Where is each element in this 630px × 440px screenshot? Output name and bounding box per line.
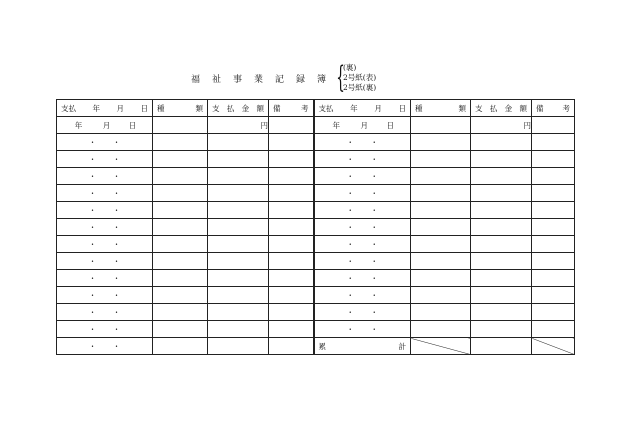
title-char: 記 — [274, 74, 284, 85]
header-payment-date-text: 支払 — [61, 103, 76, 113]
date-unit-cell — [57, 117, 153, 134]
date-separator-dot: ・ — [370, 307, 378, 317]
amount-cell[interactable] — [471, 270, 532, 287]
amount-cell[interactable] — [471, 287, 532, 304]
table-row — [57, 185, 575, 202]
type-cell-void — [411, 338, 471, 355]
remarks-cell[interactable] — [269, 134, 314, 151]
date-entry-cell[interactable] — [57, 219, 153, 236]
date-entry-cell[interactable] — [57, 151, 153, 168]
type-cell[interactable] — [411, 168, 471, 185]
header-payment-amount-text: 額 — [256, 103, 264, 113]
remarks-cell[interactable] — [269, 219, 314, 236]
table-row — [57, 134, 575, 151]
header-payment-amount-text: 金 — [504, 103, 513, 113]
amount-cell[interactable] — [208, 202, 269, 219]
table-row — [57, 304, 575, 321]
remarks-cell[interactable] — [532, 219, 575, 236]
header-payment-date-text: 月 — [116, 103, 124, 113]
remarks-cell[interactable] — [532, 321, 575, 338]
date-separator-dot: ・ — [346, 307, 354, 317]
date-separator-dot: ・ — [370, 205, 378, 215]
date-separator-dot: ・ — [112, 137, 121, 147]
amount-cell[interactable] — [208, 185, 269, 202]
date-separator-dot: ・ — [88, 205, 97, 215]
sheet-variant-list — [343, 63, 376, 93]
type-cell[interactable] — [153, 338, 208, 355]
title-char: 業 — [253, 74, 263, 85]
header-payment-amount-text: 額 — [519, 103, 527, 113]
table-row — [57, 236, 575, 253]
type-cell[interactable] — [153, 134, 208, 151]
amount-cell[interactable] — [471, 304, 532, 321]
date-separator-dot: ・ — [370, 324, 378, 334]
remarks-cell[interactable] — [269, 117, 314, 134]
type-cell[interactable] — [411, 304, 471, 321]
date-separator-dot: ・ — [112, 324, 121, 334]
remarks-cell[interactable] — [269, 253, 314, 270]
remarks-cell[interactable] — [532, 134, 575, 151]
header-type-text: 類 — [458, 103, 466, 113]
type-cell[interactable] — [153, 270, 208, 287]
date-entry-cell[interactable] — [314, 202, 411, 219]
date-separator-dot: ・ — [370, 188, 378, 198]
header-payment-date-text: 日 — [398, 103, 406, 113]
type-cell[interactable] — [411, 287, 471, 304]
remarks-cell[interactable] — [532, 304, 575, 321]
table-row — [57, 168, 575, 185]
date-separator-dot: ・ — [88, 324, 97, 334]
remarks-cell[interactable] — [532, 185, 575, 202]
type-cell[interactable] — [153, 202, 208, 219]
type-cell[interactable] — [153, 287, 208, 304]
remarks-cell[interactable] — [269, 270, 314, 287]
type-cell[interactable] — [153, 185, 208, 202]
header-payment-amount-text: 支 — [475, 103, 483, 113]
date-entry-cell[interactable] — [314, 151, 411, 168]
header-payment-date-text: 年 — [350, 103, 358, 113]
type-cell[interactable] — [153, 168, 208, 185]
date-separator-dot: ・ — [112, 290, 121, 300]
date-separator-dot: ・ — [112, 307, 121, 317]
date-entry-cell[interactable] — [314, 270, 411, 287]
date-entry-cell[interactable] — [314, 134, 411, 151]
date-separator-dot: ・ — [88, 188, 97, 198]
header-remarks-text: 考 — [562, 103, 570, 113]
header-payment-amount-text: 払 — [226, 103, 235, 113]
date-entry-cell[interactable] — [57, 236, 153, 253]
table-row — [57, 202, 575, 219]
date-entry-cell[interactable] — [57, 168, 153, 185]
amount-cell[interactable] — [208, 338, 269, 355]
header-payment-amount — [208, 100, 269, 117]
type-cell[interactable] — [411, 270, 471, 287]
date-separator-dot: ・ — [88, 290, 97, 300]
amount-cell[interactable] — [208, 321, 269, 338]
date-unit-cell — [314, 117, 411, 134]
amount-cell[interactable] — [471, 219, 532, 236]
amount-cell[interactable] — [208, 270, 269, 287]
date-separator-dot: ・ — [88, 256, 97, 266]
title-char: 祉 — [211, 74, 221, 85]
date-separator-dot: ・ — [112, 171, 121, 181]
remarks-cell[interactable] — [269, 185, 314, 202]
remarks-cell[interactable] — [269, 338, 314, 355]
amount-cell[interactable] — [208, 253, 269, 270]
date-separator-dot: ・ — [112, 256, 121, 266]
type-cell[interactable] — [153, 151, 208, 168]
type-cell[interactable] — [153, 117, 208, 134]
amount-cell[interactable] — [471, 321, 532, 338]
date-entry-cell[interactable] — [57, 304, 153, 321]
type-cell[interactable] — [411, 134, 471, 151]
header-payment-date-text: 日 — [140, 103, 148, 113]
date-separator-dot: ・ — [370, 273, 378, 283]
table-row — [57, 321, 575, 338]
table-row — [57, 151, 575, 168]
title-char: 簿 — [316, 74, 326, 85]
remarks-cell[interactable] — [532, 117, 575, 134]
type-cell[interactable] — [153, 253, 208, 270]
amount-cell[interactable] — [208, 134, 269, 151]
amount-cell[interactable] — [471, 202, 532, 219]
sheet-variant-label: 2号紙(裏) — [343, 83, 377, 92]
header-payment-amount-text: 支 — [212, 103, 220, 113]
table-row — [57, 338, 575, 355]
date-separator-dot: ・ — [346, 256, 354, 266]
header-payment-date — [314, 100, 411, 117]
date-separator-dot: ・ — [370, 290, 378, 300]
amount-cell[interactable] — [208, 287, 269, 304]
type-cell[interactable] — [153, 304, 208, 321]
type-cell[interactable] — [411, 253, 471, 270]
date-separator-dot: ・ — [346, 239, 354, 249]
type-cell[interactable] — [411, 117, 471, 134]
date-entry-cell[interactable] — [57, 321, 153, 338]
remarks-cell-void — [532, 338, 575, 355]
date-separator-dot: ・ — [346, 273, 354, 283]
cumulative-total-label-text: 累 — [318, 341, 326, 351]
date-separator-dot: ・ — [346, 290, 354, 300]
date-separator-dot: ・ — [88, 273, 97, 283]
date-separator-dot: ・ — [370, 137, 378, 147]
date-separator-dot: ・ — [88, 341, 97, 351]
header-row — [57, 100, 575, 117]
date-separator-dot: ・ — [88, 307, 97, 317]
remarks-cell[interactable] — [532, 270, 575, 287]
remarks-cell[interactable] — [269, 236, 314, 253]
header-payment-amount — [471, 100, 532, 117]
date-unit-label: 日 — [128, 120, 137, 130]
date-separator-dot: ・ — [112, 273, 121, 283]
date-separator-dot: ・ — [346, 324, 354, 334]
date-separator-dot: ・ — [88, 239, 97, 249]
yen-unit-label: 円 — [523, 120, 531, 130]
header-type-text: 類 — [195, 103, 203, 113]
date-entry-cell[interactable] — [314, 236, 411, 253]
type-cell[interactable] — [411, 202, 471, 219]
date-separator-dot: ・ — [370, 171, 378, 181]
header-payment-date-text: 年 — [92, 103, 100, 113]
header-remarks — [269, 100, 314, 117]
date-separator-dot: ・ — [88, 137, 97, 147]
title-char: 事 — [232, 74, 242, 85]
date-entry-cell[interactable] — [57, 338, 153, 355]
yen-unit-cell — [208, 117, 269, 134]
amount-cell[interactable] — [471, 151, 532, 168]
brace-glyph: { — [336, 60, 345, 95]
type-cell[interactable] — [411, 151, 471, 168]
amount-cell[interactable] — [208, 219, 269, 236]
date-unit-label: 年 — [74, 120, 83, 130]
date-separator-dot: ・ — [112, 205, 121, 215]
amount-cell[interactable] — [471, 134, 532, 151]
date-entry-cell[interactable] — [314, 287, 411, 304]
sheet-variant-label: (裏) — [343, 63, 357, 72]
type-cell[interactable] — [411, 236, 471, 253]
date-separator-dot: ・ — [112, 239, 121, 249]
amount-cell[interactable] — [208, 168, 269, 185]
remarks-cell[interactable] — [269, 202, 314, 219]
title-char: 福 — [190, 74, 200, 85]
header-type — [153, 100, 208, 117]
date-separator-dot: ・ — [346, 222, 354, 232]
header-payment-amount-text: 払 — [489, 103, 498, 113]
date-entry-cell[interactable] — [314, 304, 411, 321]
header-payment-amount-text: 金 — [241, 103, 250, 113]
yen-unit-label: 円 — [260, 120, 268, 130]
date-separator-dot: ・ — [370, 154, 378, 164]
header-payment-date-text: 支払 — [318, 103, 334, 113]
remarks-cell[interactable] — [532, 168, 575, 185]
date-separator-dot: ・ — [346, 171, 354, 181]
type-cell[interactable] — [411, 185, 471, 202]
date-separator-dot: ・ — [346, 205, 354, 215]
document-title — [185, 62, 376, 94]
amount-cell[interactable] — [471, 236, 532, 253]
header-type-text: 種 — [415, 103, 423, 113]
date-separator-dot: ・ — [370, 239, 378, 249]
date-entry-cell[interactable] — [57, 185, 153, 202]
type-cell[interactable] — [153, 236, 208, 253]
cumulative-amount-cell[interactable] — [471, 338, 532, 355]
date-entry-cell[interactable] — [57, 134, 153, 151]
header-remarks-text: 備 — [273, 103, 281, 113]
date-entry-cell[interactable] — [314, 219, 411, 236]
date-separator-dot: ・ — [88, 171, 97, 181]
date-unit-label: 年 — [332, 120, 340, 130]
unit-row — [57, 117, 575, 134]
date-separator-dot: ・ — [346, 137, 354, 147]
cumulative-total-label-text: 計 — [398, 341, 406, 351]
date-unit-label: 日 — [386, 120, 394, 130]
header-payment-date-text: 月 — [374, 103, 382, 113]
ledger-table — [56, 99, 575, 355]
date-separator-dot: ・ — [112, 222, 121, 232]
date-unit-label: 月 — [360, 120, 368, 130]
date-entry-cell[interactable] — [314, 168, 411, 185]
title-char: 録 — [295, 74, 305, 85]
date-separator-dot: ・ — [88, 222, 97, 232]
table-row — [57, 219, 575, 236]
date-separator-dot: ・ — [370, 222, 378, 232]
header-remarks-text: 考 — [301, 103, 309, 113]
date-separator-dot: ・ — [88, 154, 97, 164]
remarks-cell[interactable] — [532, 253, 575, 270]
amount-cell[interactable] — [471, 253, 532, 270]
amount-cell[interactable] — [471, 168, 532, 185]
header-payment-date — [57, 100, 153, 117]
date-entry-cell[interactable] — [314, 185, 411, 202]
title-text — [185, 72, 332, 85]
date-entry-cell[interactable] — [57, 253, 153, 270]
type-cell[interactable] — [411, 219, 471, 236]
type-cell[interactable] — [411, 321, 471, 338]
remarks-cell[interactable] — [532, 287, 575, 304]
remarks-cell[interactable] — [532, 202, 575, 219]
date-separator-dot: ・ — [112, 154, 121, 164]
date-unit-label: 月 — [102, 120, 111, 130]
date-separator-dot: ・ — [112, 341, 121, 351]
amount-cell[interactable] — [471, 185, 532, 202]
cumulative-total-label — [314, 338, 411, 355]
date-separator-dot: ・ — [112, 188, 121, 198]
remarks-cell[interactable] — [269, 287, 314, 304]
date-separator-dot: ・ — [346, 188, 354, 198]
table-row — [57, 270, 575, 287]
date-entry-cell[interactable] — [57, 270, 153, 287]
header-remarks-text: 備 — [536, 103, 544, 113]
date-entry-cell[interactable] — [314, 321, 411, 338]
amount-cell[interactable] — [208, 151, 269, 168]
date-entry-cell[interactable] — [57, 287, 153, 304]
amount-cell[interactable] — [208, 304, 269, 321]
remarks-cell[interactable] — [269, 304, 314, 321]
date-entry-cell[interactable] — [57, 202, 153, 219]
remarks-cell[interactable] — [269, 151, 314, 168]
amount-cell[interactable] — [208, 236, 269, 253]
remarks-cell[interactable] — [269, 321, 314, 338]
date-separator-dot: ・ — [346, 154, 354, 164]
header-type-text: 種 — [157, 103, 165, 113]
sheet-variant-label: 2号紙(表) — [343, 73, 377, 82]
remarks-cell[interactable] — [532, 151, 575, 168]
type-cell[interactable] — [153, 321, 208, 338]
table-row — [57, 253, 575, 270]
remarks-cell[interactable] — [532, 236, 575, 253]
remarks-cell[interactable] — [269, 168, 314, 185]
date-entry-cell[interactable] — [314, 253, 411, 270]
header-remarks — [532, 100, 575, 117]
table-row — [57, 287, 575, 304]
type-cell[interactable] — [153, 219, 208, 236]
date-separator-dot: ・ — [370, 256, 378, 266]
yen-unit-cell — [471, 117, 532, 134]
header-type — [411, 100, 471, 117]
